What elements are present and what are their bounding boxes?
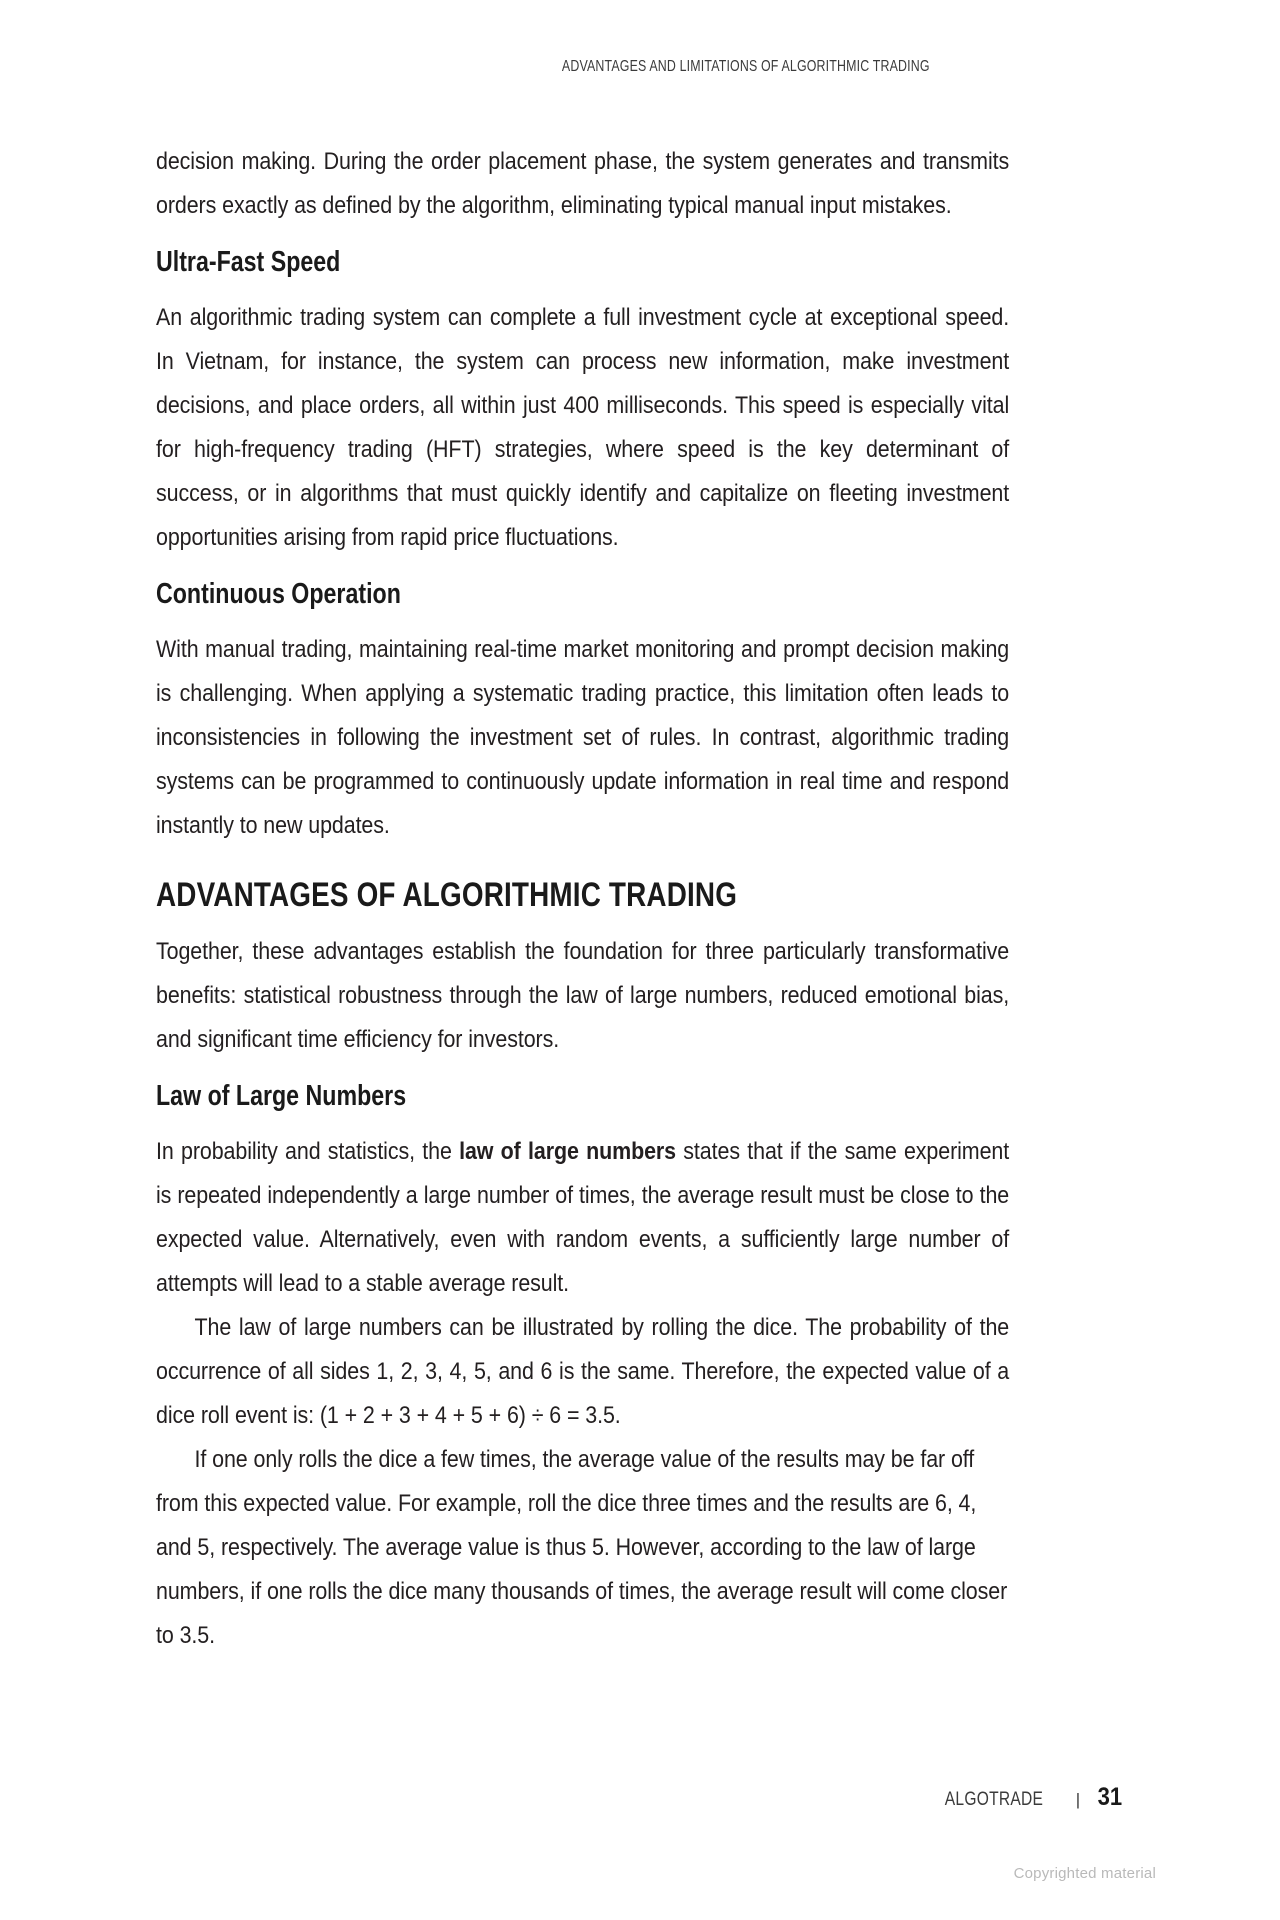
paragraph-lln-1-lead: In probability and statistics, the bbox=[156, 1138, 460, 1165]
paragraph-lln-1-rest: states that if the same experiment is repeated independently a large number of times, the average result must be close to the expected value. Alternatively, even with random events, a sufficiently large number of attempts will lead to a stable average result. bbox=[156, 1138, 1010, 1297]
running-head: ADVANTAGES AND LIMITATIONS OF ALGORITHMIC TRADING bbox=[562, 58, 930, 75]
page-footer bbox=[934, 1783, 1124, 1812]
spacer bbox=[156, 848, 1131, 874]
copyright-notice: Copyrighted material bbox=[1013, 1865, 1156, 1882]
heading-law-of-large-numbers: Law of Large Numbers bbox=[156, 1080, 407, 1112]
paragraph-continued: decision making. During the order placement phase, the system generates and transmits orders exactly as defined by the algorithm, eliminating typical manual input mistakes. bbox=[156, 148, 1010, 219]
heading-ultra-fast-speed: Ultra-Fast Speed bbox=[156, 246, 341, 278]
paragraph-lln-1 bbox=[156, 1130, 1009, 1306]
text-column bbox=[156, 140, 1131, 1658]
footer-separator: | bbox=[1075, 1790, 1081, 1809]
paragraph-ultra-fast-speed: An algorithmic trading system can complete a full investment cycle at exceptional speed. In Vietnam, for instance, the system can process new information, make investment decisions, and place orders, all within just 400 milliseconds. This speed is especially vital for high-frequency trading (HFT) strategies, where speed is the key determinant of success, or in algorithms that must quickly identify and capitalize on fleeting investment opportunities arising from rapid price fluctuations. bbox=[156, 304, 1010, 551]
spacer bbox=[156, 228, 1131, 244]
heading-advantages-of-algorithmic-trading: ADVANTAGES OF ALGORITHMIC TRADING bbox=[156, 876, 738, 914]
heading-continuous-operation: Continuous Operation bbox=[156, 578, 401, 610]
paragraph-lln-2: The law of large numbers can be illustrated by rolling the dice. The probability of the occurrence of all sides 1, 2, 3, 4, 5, and 6 is the same. Therefore, the expected value of a dice roll event is: (1 + 2 + 3 + 4 + 5 + 6) ÷ 6 = 3.5. bbox=[156, 1314, 1010, 1429]
paragraph-lln-3: If one only rolls the dice a few times, the average value of the results may be far off from this expected value. For example, roll the dice three times and the results are 6, 4, and 5, respectively. The average value is thus 5. However, according to the law of large numbers, if one rolls the dice many thousands of times, the average result will come closer to 3.5. bbox=[156, 1446, 1008, 1649]
page-number: 31 bbox=[1097, 1783, 1123, 1811]
footer-brand: ALGOTRADE bbox=[944, 1789, 1043, 1810]
spacer bbox=[156, 560, 1131, 576]
bold-term-law-of-large-numbers: law of large numbers bbox=[459, 1138, 677, 1165]
spacer bbox=[156, 1062, 1131, 1078]
paragraph-advantages: Together, these advantages establish the foundation for three particularly transformative benefits: statistical robustness through the law of large numbers, reduced emotional bias, and significant time efficiency for investors. bbox=[156, 938, 1010, 1053]
paragraph-continuous-operation: With manual trading, maintaining real-time market monitoring and prompt decision making is challenging. When applying a systematic trading practice, this limitation often leads to inconsistencies in following the investment set of rules. In contrast, algorithmic trading systems can be programmed to continuously update information in real time and respond instantly to new updates. bbox=[156, 636, 1010, 839]
